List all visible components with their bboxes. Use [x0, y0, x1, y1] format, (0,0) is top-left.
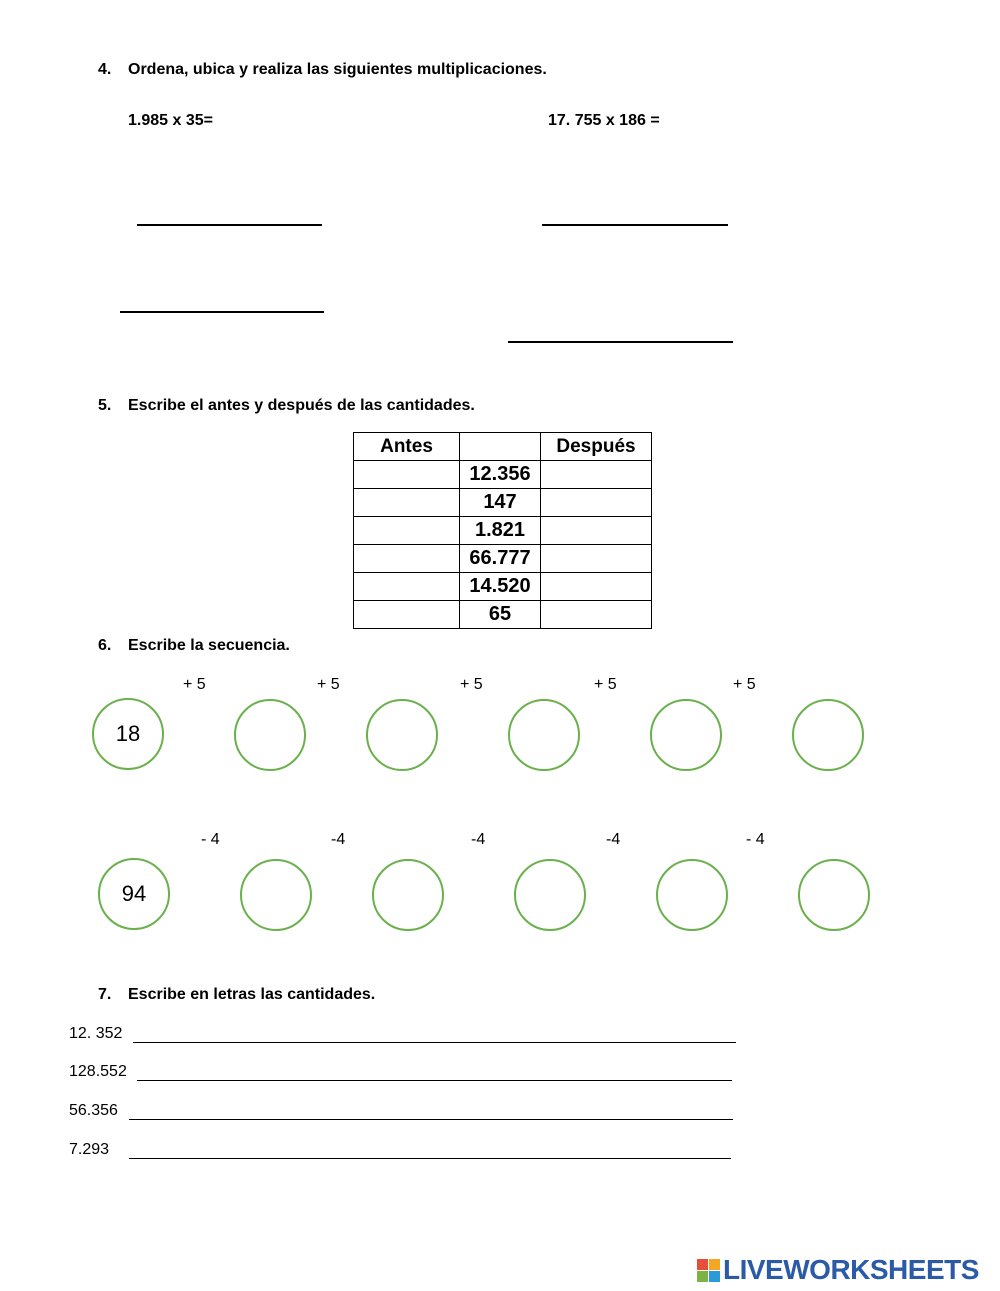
sequence-op: + 5: [594, 676, 617, 693]
sequence-op: -4: [331, 831, 346, 848]
q4-title-text: Ordena, ubica y realiza las siguientes multiplicaciones.: [128, 61, 547, 78]
q6-title: [98, 637, 290, 655]
antes-cell[interactable]: [354, 545, 460, 573]
sequence-circle-start: 94: [98, 858, 170, 930]
words-number: 7.293: [69, 1141, 110, 1158]
before-after-table: [353, 432, 652, 629]
q7-number: 7.: [98, 986, 112, 1003]
words-answer-line[interactable]: [129, 1158, 731, 1159]
words-item: [69, 1102, 118, 1120]
logo-block: [697, 1271, 708, 1282]
table-row: [354, 573, 652, 601]
q4-number: 4.: [98, 61, 112, 78]
words-item: [69, 1063, 127, 1081]
despues-cell[interactable]: [541, 517, 652, 545]
words-item: [69, 1025, 122, 1043]
table-row: [354, 601, 652, 629]
q5-number: 5.: [98, 397, 112, 414]
despues-cell[interactable]: [541, 601, 652, 629]
value-cell: 14.520: [460, 573, 541, 601]
q6-number: 6.: [98, 637, 112, 654]
logo-block: [709, 1259, 720, 1270]
table-row: [354, 461, 652, 489]
sequence-op: + 5: [317, 676, 340, 693]
q7-title: [98, 986, 375, 1004]
despues-cell[interactable]: [541, 489, 652, 517]
words-number: 12. 352: [69, 1025, 123, 1042]
sequence-circle-input[interactable]: [514, 859, 586, 931]
sequence-op: - 4: [201, 831, 220, 848]
sequence-op: -4: [606, 831, 621, 848]
sequence-circle-input[interactable]: [234, 699, 306, 771]
q4-operation-1: 1.985 x 35=: [128, 112, 213, 129]
words-number: 56.356: [69, 1102, 118, 1119]
logo-block: [709, 1271, 720, 1282]
sequence-op: + 5: [733, 676, 756, 693]
q5-title-text: Escribe el antes y después de las cantidades.: [128, 397, 475, 414]
antes-cell[interactable]: [354, 573, 460, 601]
words-answer-line[interactable]: [133, 1042, 736, 1043]
words-item: [69, 1141, 109, 1159]
words-answer-line[interactable]: [129, 1119, 733, 1120]
answer-line-1a[interactable]: [137, 224, 322, 226]
sequence-circle-input[interactable]: [656, 859, 728, 931]
sequence-op: -4: [471, 831, 486, 848]
sequence-circle-input[interactable]: [798, 859, 870, 931]
logo-text: LIVEWORKSHEETS: [723, 1254, 979, 1285]
header-despues: Después: [541, 433, 652, 461]
q4-operation-2: 17. 755 x 186 =: [548, 112, 660, 129]
sequence-circle-input[interactable]: [240, 859, 312, 931]
sequence-op: - 4: [746, 831, 765, 848]
antes-cell[interactable]: [354, 461, 460, 489]
antes-cell[interactable]: [354, 601, 460, 629]
sequence-circle-input[interactable]: [372, 859, 444, 931]
answer-line-2b[interactable]: [508, 341, 733, 343]
q5-title: [98, 397, 475, 415]
words-number: 128.552: [69, 1063, 127, 1080]
q6-title-text: Escribe la secuencia.: [128, 637, 290, 654]
answer-line-1b[interactable]: [120, 311, 324, 313]
header-antes: Antes: [354, 433, 460, 461]
sequence-circle-input[interactable]: [792, 699, 864, 771]
sequence-op: + 5: [183, 676, 206, 693]
liveworksheets-logo: [697, 1255, 979, 1285]
words-answer-line[interactable]: [137, 1080, 732, 1081]
sequence-circle-input[interactable]: [366, 699, 438, 771]
sequence-op: + 5: [460, 676, 483, 693]
antes-cell[interactable]: [354, 489, 460, 517]
table-row: [354, 517, 652, 545]
value-cell: 66.777: [460, 545, 541, 573]
q7-title-text: Escribe en letras las cantidades.: [128, 986, 376, 1003]
despues-cell[interactable]: [541, 545, 652, 573]
value-cell: 12.356: [460, 461, 541, 489]
value-cell: 1.821: [460, 517, 541, 545]
sequence-circle-start: 18: [92, 698, 164, 770]
antes-cell[interactable]: [354, 517, 460, 545]
sequence-circle-input[interactable]: [650, 699, 722, 771]
logo-blocks-icon: [697, 1259, 720, 1282]
table-header-row: [354, 433, 652, 461]
answer-line-2a[interactable]: [542, 224, 728, 226]
value-cell: 147: [460, 489, 541, 517]
table-row: [354, 489, 652, 517]
value-cell: 65: [460, 601, 541, 629]
logo-block: [697, 1259, 708, 1270]
despues-cell[interactable]: [541, 461, 652, 489]
sequence-circle-input[interactable]: [508, 699, 580, 771]
q4-title: [98, 61, 547, 79]
header-middle: [460, 433, 541, 461]
table-row: [354, 545, 652, 573]
despues-cell[interactable]: [541, 573, 652, 601]
